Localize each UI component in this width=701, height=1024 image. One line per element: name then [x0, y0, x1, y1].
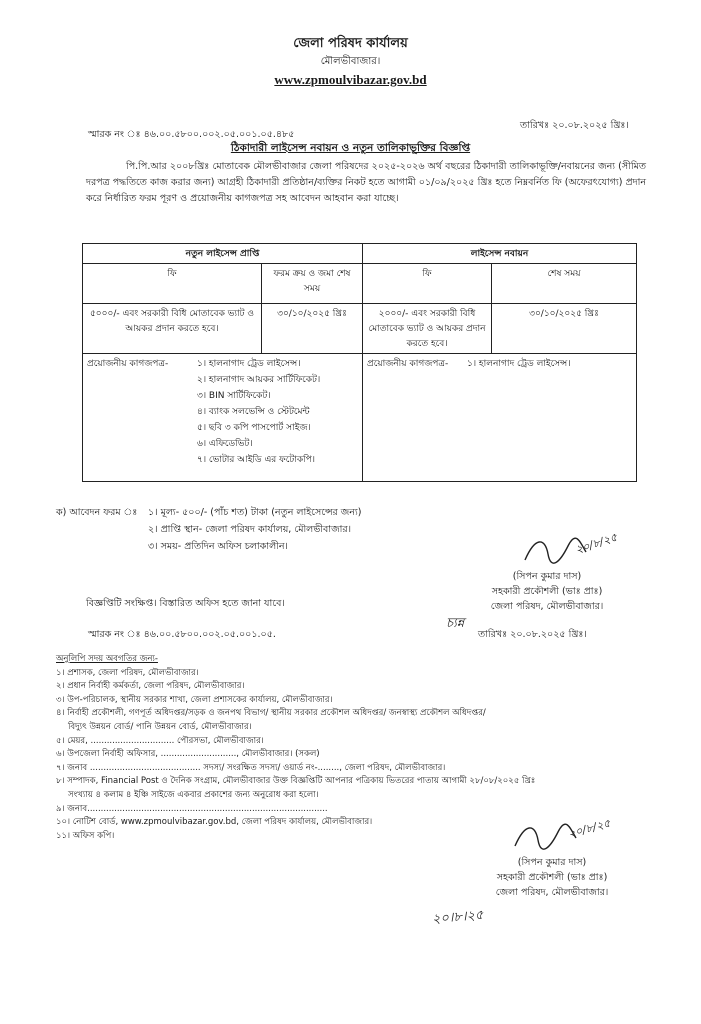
new-fee: ৫০০০/- এবং সরকারী বিধি মোতাবেক ভ্যাট ও আয়কর প্রদান করতে হবে।: [83, 304, 262, 354]
memo-date: তারিখঃ ২০.০৮.২০২৫ খ্রিঃ।: [520, 120, 629, 131]
list-item: ৫। মেয়র, ............................... পৌরসভা, মৌলভীবাজার।: [56, 735, 264, 746]
signature-block: [452, 569, 642, 614]
signature-date: ২০/৮/২৫: [573, 530, 619, 557]
renew-docs-cell: [363, 354, 637, 482]
col-form-deadline: ফরম ক্রয় ও জমা শেষ সময়: [262, 264, 363, 304]
new-docs-cell: [83, 354, 363, 482]
list-item: ৩। উপ-পরিচালক, স্থানীয় সরকার শাখা, জেলা প্রশাসকের কার্যালয়, মৌলভীবাজার।: [56, 694, 333, 705]
list-item: ৫। ছবি ৩ কপি পাসপোর্ট সাইজ।: [197, 423, 311, 433]
col-end-time: শেষ সময়: [492, 264, 637, 304]
list-item: ৬। এফিডেভিট।: [197, 439, 253, 449]
application-form: [56, 505, 536, 556]
list-item: ৭। ভোটার আইডি এর ফটোকপি।: [197, 455, 316, 465]
application-item: ১। মূল্য- ৫০০/- (পাঁচ শত) টাকা (নতুন লাইসেন্সের জন্য): [148, 507, 362, 518]
renew-docs-list: [467, 356, 570, 372]
signatory-office: জেলা পরিষদ, মৌলভীবাজার।: [490, 601, 604, 612]
renew-deadline: ৩০/১০/২০২৫ খ্রিঃ: [492, 304, 637, 354]
initial-mark: চ্যন্ন: [446, 616, 465, 631]
col-fee-new: ফি: [83, 264, 262, 304]
copy-heading: অনুলিপি সদয় অবগতির জন্য-: [56, 654, 158, 664]
list-item: ৪। নির্বাহী প্রকৌশলী, গণপূর্ত অধিদপ্তর/সড়ক ও জনপথ বিভাগ/ স্থানীয় সরকার প্রকৌশল অধিদপ্তর/ জনস্বাস্থ্য প্রকৌশল অধিদপ্তর/: [56, 708, 486, 719]
list-item: ৪। ব্যাংক সলভেন্সি ও স্টেটমেন্ট: [197, 407, 310, 417]
list-item: ২। প্রধান নির্বাহী কর্মকর্তা, জেলা পরিষদ, মৌলভীবাজার।: [56, 681, 245, 692]
list-item: ১০। নোটিশ বোর্ড, www.zpmoulvibazar.gov.bd, জেলা পরিষদ কার্যালয়, মৌলভীবাজার।: [56, 817, 373, 828]
district-name: মৌলভীবাজার।: [320, 56, 381, 67]
brief-note: বিজ্ঞপ্তিটি সংক্ষিপ্ত। বিস্তারিত অফিস হতে জানা যাবে।: [86, 598, 285, 609]
signatory-name: (সিপন কুমার দাস): [512, 571, 582, 582]
website-link[interactable]: www.zpmoulvibazar.gov.bd: [274, 72, 427, 87]
memo-number: স্মারক নং ঃ ৪৬.০০.৫৮০০.০০২.০৫.০০১.০৫.৪৮৫: [88, 129, 295, 140]
list-item: ২। হালনাগাদ আয়কর সার্টিফিকেট।: [197, 375, 321, 385]
copy-list: [56, 653, 666, 843]
office-title: জেলা পরিষদ কার্যালয়: [293, 36, 408, 51]
new-docs-label: প্রয়োজনীয় কাগজপত্র-: [87, 359, 169, 369]
signatory-designation: সহকারী প্রকৌশলী (ভাঃ প্রাঃ): [491, 586, 603, 597]
signatory-office: জেলা পরিষদ, মৌলভীবাজার।: [495, 887, 609, 898]
list-item: সংখ্যায় ৪ কলাম ৪ ইঞ্চি সাইজে একবার প্রকাশের জন্য অনুরোধ করা হলো।: [68, 789, 319, 800]
notice-subject: ঠিকাদারী লাইসেন্স নবায়ন ও নতুন তালিকাভূক্তির বিজ্ঞপ্তি: [230, 142, 471, 154]
memo2-date: তারিখঃ ২০.০৮.২০২৫ খ্রিঃ।: [478, 629, 587, 640]
list-item: ৯। জনাব.........................................................................................: [56, 803, 328, 814]
list-item: ১। প্রশাসক, জেলা পরিষদ, মৌলভীবাজার।: [56, 667, 199, 678]
signature-date: ২০/৮/২৫: [566, 816, 612, 841]
notice-body: পি.পি.আর ২০০৮খ্রিঃ মোতাবেক মৌলভীবাজার জেলা পরিষদের ২০২৫-২০২৬ অর্থ বছরের ঠিকাদারী তালিকাভূক্তি/নবায়নের জন্য (সীমিত দরপত্র পদ্ধতিতে কাজ করার জন্য) আগ্রহী ঠিকাদারী প্রতিষ্ঠান/ব্যক্তির নিকট হতে আগামী ০১/০৯/২০২৫ খ্রিঃ হতে নিম্নবর্নিত ফি (অফেরৎযোগ্য) প্রদান করে নির্ধারিত ফরম পূরণ ও প্রয়োজনীয় কাগজপত্র সহ আবেদন আহবান করা যাচ্ছে।: [86, 161, 646, 204]
memo2-number: স্মারক নং ঃ ৪৬.০০.৫৮০০.০০২.০৫.০০১.০৫.: [88, 629, 276, 640]
new-deadline: ৩০/১০/২০২৫ খ্রিঃ: [262, 304, 363, 354]
application-label: ক) আবেদন ফরম ঃ: [56, 507, 138, 518]
list-item: ৩। BIN সার্টিফিকেট।: [197, 391, 271, 401]
list-item: ১১। অফিস কপি।: [56, 830, 115, 841]
renewal-header: লাইসেন্স নবায়ন: [363, 244, 637, 264]
signature-block: [447, 855, 657, 900]
signatory-designation: সহকারী প্রকৌশলী (ভাঃ প্রাঃ): [496, 872, 608, 883]
application-item: ২। প্রাপ্তি স্থান- জেলা পরিষদ কার্যালয়, মৌলভীবাজার।: [148, 524, 351, 535]
list-item: ৬। উপজেলা নির্বাহী অফিসার, ............................, মৌলভীবাজার। (সকল): [56, 749, 320, 760]
list-item: ১। হালনাগাদ ট্রেড লাইসেন্স।: [467, 359, 571, 369]
renew-docs-label: প্রয়োজনীয় কাগজপত্র-: [367, 359, 449, 369]
license-fee-table: [82, 243, 637, 482]
list-item: ৭। জনাব ......................................... সদস্য/ সংরক্ষিত সদস্য/ ওয়ার্ড নং-........, জেলা পরিষদ, মৌলভীবাজার।: [56, 762, 446, 773]
signatory-name: (সিপন কুমার দাস): [517, 857, 587, 868]
handwritten-date: ২০।৮।২৫: [431, 907, 484, 928]
new-license-header: নতুন লাইসেন্স প্রাপ্তি: [83, 244, 363, 264]
list-item: বিদ্যুৎ উন্নয়ন বোর্ড/ পানি উন্নয়ন বোর্ড, মৌলভীবাজার।: [68, 721, 252, 732]
list-item: ৮। সম্পাদক, Financial Post ও দৈনিক সংগ্রাম, মৌলভীবাজার উক্ত বিজ্ঞপ্তিটি আপনার পত্রিকায় ভিতরের পাতায় আগামী ২৮/০৮/২০২৫ খ্রিঃ: [56, 776, 536, 787]
renew-fee: ২০০০/- এবং সরকারী বিধি মোতাবেক ভ্যাট ও আয়কর প্রদান করতে হবে।: [363, 304, 492, 354]
list-item: ১। হালনাগাদ ট্রেড লাইসেন্স।: [197, 359, 301, 369]
new-docs-list: [197, 356, 337, 468]
application-item: ৩। সময়- প্রতিদিন অফিস চলাকালীন।: [148, 541, 288, 552]
col-fee-renew: ফি: [363, 264, 492, 304]
